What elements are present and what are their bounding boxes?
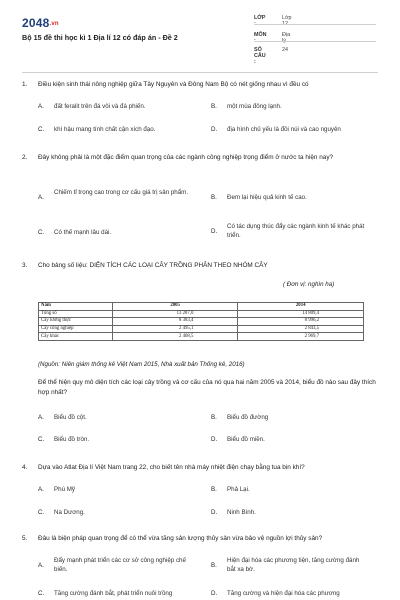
statistics-table (38, 302, 364, 341)
option-letter: A. (38, 562, 44, 569)
option-letter: D. (211, 509, 218, 516)
option-letter: D. (211, 590, 218, 597)
question-text: Đây không phải là một đặc điểm quan trọng của các ngành công nghiệp trọng điểm ở nước ta hiện nay? (38, 154, 334, 161)
divider (254, 41, 376, 42)
option-letter: B. (211, 103, 217, 110)
meta-key: SỐ CÂU : (254, 47, 266, 65)
site-logo[interactable] (22, 16, 59, 30)
option-letter: C. (38, 229, 45, 236)
table-source: (Nguồn: Niên giám thống kê Việt Nam 2015, Nhà xuất bản Thống kê, 2016) (38, 361, 245, 368)
option-text: Ninh Bình. (227, 509, 256, 516)
table-cell: 2 843,5 (238, 325, 364, 333)
option-text: Biểu đồ cột. (54, 414, 87, 421)
question-text: Đâu là biện pháp quan trọng để có thể vừa tăng sản lượng thủy sản vừa bảo vệ nguồn lợi thủy sản? (38, 535, 323, 542)
meta-value: Địa lý (282, 32, 291, 44)
option-letter: A. (38, 414, 44, 421)
table-row (39, 310, 364, 318)
table-cell: Cây công nghiệp (39, 325, 113, 333)
table-unit: ( Đơn vị: nghìn ha) (283, 281, 335, 288)
option-letter: D. (211, 228, 218, 235)
option-text: khí hậu mang tính chất cận xích đạo. (54, 126, 156, 133)
option-letter: A. (38, 103, 44, 110)
question-text: Để thể hiện quy mô diện tích các loại cây trồng và cơ cấu của nó qua hai năm 2005 và 2014, biểu đồ nào sau đây thích hợp nhất? (38, 379, 376, 396)
table-header: 2005 (112, 303, 238, 311)
table-cell: Tổng số (39, 310, 113, 318)
table-row (39, 333, 364, 341)
meta-value: Lớp 12 (282, 15, 292, 27)
option-text: Đem lại hiệu quả kinh tế cao. (227, 194, 307, 201)
table-row (39, 318, 364, 326)
option-text: Tăng cường đánh bắt, phát triển nuôi trồng (54, 590, 173, 597)
option-text: Phả Lại. (227, 486, 250, 493)
page-title: Bộ 15 đề thi học kì 1 Địa lí 12 có đáp án - Đề 2 (22, 33, 178, 42)
table-cell: 14 809,4 (238, 310, 364, 318)
question-number: 3. (22, 262, 28, 269)
meta-key: LỚP : (254, 15, 266, 27)
option-text: Biểu đồ tròn. (54, 436, 90, 443)
question-text: Cho bảng số liệu: DIỆN TÍCH CÁC LOẠI CÂY TRỒNG PHÂN THEO NHÓM CÂY (38, 262, 268, 269)
table-cell: Cây lương thực (39, 318, 113, 326)
option-text: địa hình chủ yếu là đồi núi và cao nguyên (227, 126, 341, 133)
option-letter: C. (38, 590, 45, 597)
option-text: Phú Mỹ (54, 486, 75, 493)
table-cell: 8 383,4 (112, 318, 238, 326)
option-letter: C. (38, 436, 45, 443)
question-number: 1. (22, 81, 28, 88)
logo-suffix: .vn (49, 20, 59, 27)
option-letter: A. (38, 194, 44, 201)
option-letter: D. (211, 436, 218, 443)
question-number: 2. (22, 154, 28, 161)
option-text: Đẩy mạnh phát triển các cơ sở công nghiệp chế biến. (54, 557, 186, 573)
option-letter: B. (211, 562, 217, 569)
option-letter: B. (211, 486, 217, 493)
header-divider (22, 72, 378, 73)
option-letter: B. (211, 414, 217, 421)
table-row (39, 325, 364, 333)
option-text: đất feralit trên đá vôi và đá phiến. (54, 103, 146, 110)
option-letter: B. (211, 194, 217, 201)
option-letter: C. (38, 509, 45, 516)
table-header-row (39, 303, 364, 311)
option-text: Hiện đại hóa các phương tiện, tăng cường đánh bắt xa bờ. (227, 557, 360, 573)
table-cell: 13 287,0 (112, 310, 238, 318)
option-text: Biểu đồ đường (227, 414, 269, 421)
table-cell: Cây khác (39, 333, 113, 341)
table-cell: 2 408,5 (112, 333, 238, 341)
option-text: Chiếm tỉ trọng cao trong cơ cấu giá trị sản phẩm. (54, 189, 189, 196)
question-number: 4. (22, 464, 28, 471)
table-cell: 2 969,7 (238, 333, 364, 341)
meta-value: 24 (282, 47, 288, 53)
option-text: Tăng cường và hiện đại hóa các phương (227, 590, 340, 597)
table-header: 2014 (238, 303, 364, 311)
option-text: Na Dương. (54, 509, 85, 516)
option-letter: D. (211, 126, 218, 133)
option-text: Có thế mạnh lâu dài. (54, 229, 112, 236)
logo-text: 2048 (22, 16, 50, 30)
question-text: Dựa vào Atlat Địa lí Việt Nam trang 22, cho biết tên nhà máy nhiệt điện chạy bằng tua bin khí? (38, 464, 305, 471)
option-text: một mùa đông lạnh. (227, 103, 282, 110)
option-letter: A. (38, 486, 44, 493)
question-number: 5. (22, 535, 28, 542)
divider (254, 24, 376, 25)
table-cell: 2 495,1 (112, 325, 238, 333)
meta-key: MÔN : (254, 32, 267, 44)
option-text: Biểu đồ miền. (227, 436, 265, 443)
question-text: Điều kiện sinh thái nông nghiệp giữa Tây Nguyên và Đông Nam Bộ có nét giống nhau vì đều có (38, 81, 309, 88)
table-header: Năm (39, 303, 113, 311)
option-letter: C. (38, 126, 45, 133)
option-text: Có tác dụng thúc đẩy các ngành kinh tế khác phát triển. (227, 223, 365, 239)
table-cell: 8 996,2 (238, 318, 364, 326)
